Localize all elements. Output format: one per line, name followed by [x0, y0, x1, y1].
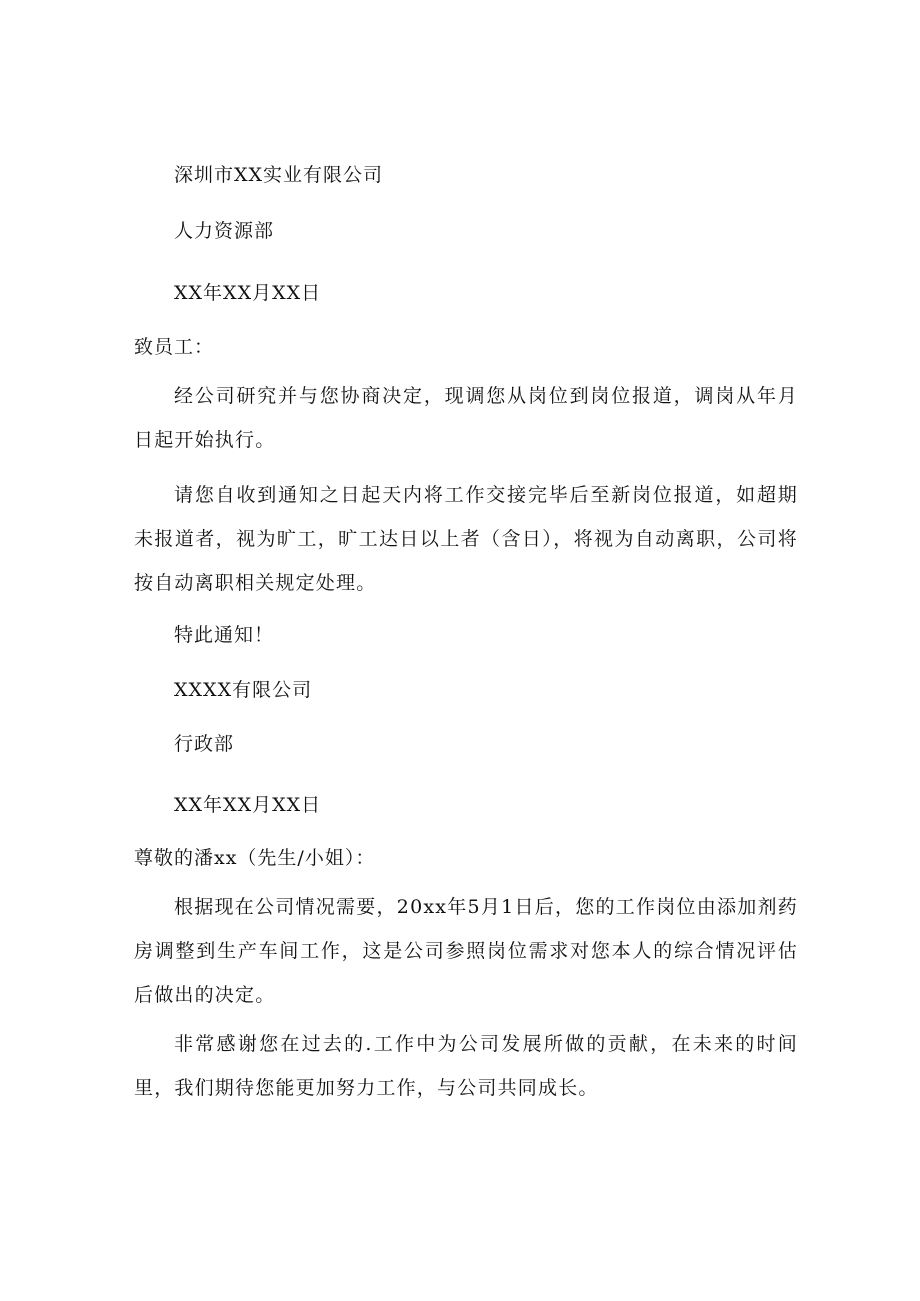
salutation-recipient: 尊敬的潘xx（先生/小姐）：: [134, 847, 376, 869]
letter-paragraph-2: 非常感谢您在过去的.工作中为公司发展所做的贡献，在未来的时间里，我们期待您能更加努力工作，与公司共同成长。: [134, 1033, 798, 1099]
closing-text: 特此通知！: [174, 624, 275, 646]
signature-date: XX年XX月XX日: [174, 794, 322, 816]
header-department: 人力资源部: [174, 220, 275, 242]
letter-paragraph-1: 根据现在公司情况需要，20xx年5月1日后，您的工作岗位由添加剂药房调整到生产车间工作，这是公司参照岗位需求对您本人的综合情况评估后做出的决定。: [134, 896, 798, 1006]
signature-department: 行政部: [174, 733, 235, 755]
salutation-employee: 致员工：: [134, 336, 215, 358]
notice-paragraph-1: 经公司研究并与您协商决定，现调您从岗位到岗位报道，调岗从年月日起开始执行。: [134, 385, 798, 451]
header-date: XX年XX月XX日: [174, 282, 322, 304]
notice-paragraph-2: 请您自收到通知之日起天内将工作交接完毕后至新岗位报道，如超期未报道者，视为旷工，旷工达日以上者（含日），将视为自动离职，公司将按自动离职相关规定处理。: [134, 484, 798, 594]
signature-company: XXXX有限公司: [174, 679, 313, 701]
header-company: 深圳市XX实业有限公司: [174, 164, 384, 186]
